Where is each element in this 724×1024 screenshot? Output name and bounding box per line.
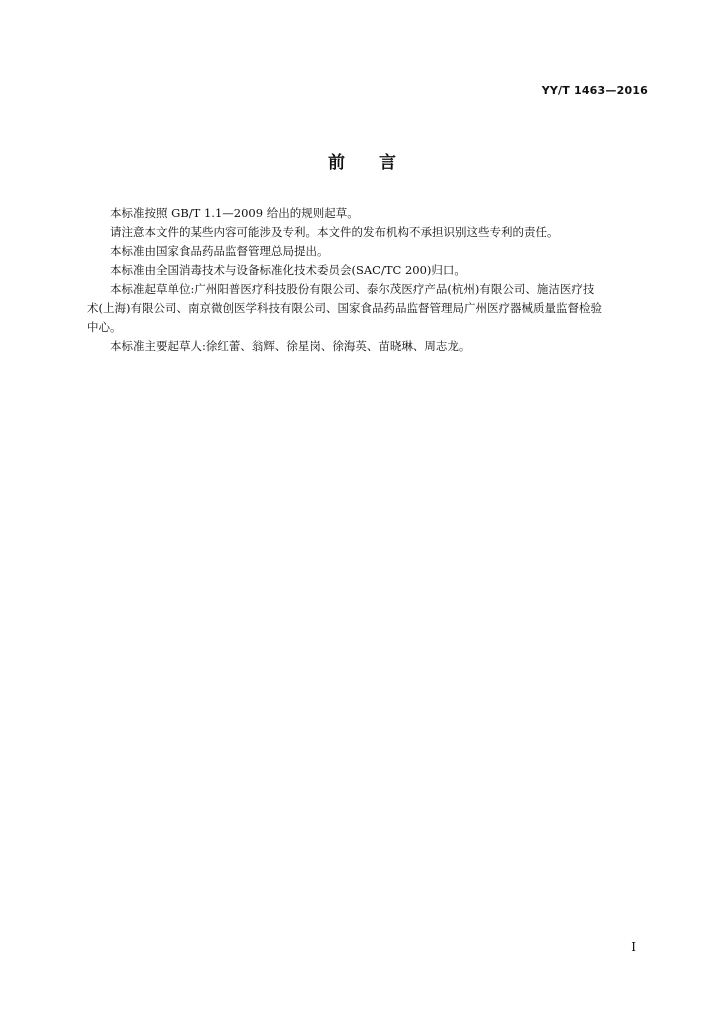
foreword-body [87,204,649,356]
paragraph-proposed-by [87,242,649,261]
title-char-1: 前 [328,153,345,173]
paragraph-drafting-units [87,280,649,337]
section-title [0,148,724,173]
title-char-2: 言 [379,153,396,173]
paragraph-technical-committee [87,261,649,280]
paragraph-line: 本标准由国家食品药品监督管理总局提出。 [110,244,329,258]
page-number: I [631,940,636,954]
paragraph-patent-notice [87,223,649,242]
paragraph-line: 本标准由全国消毒技术与设备标准化技术委员会(SAC/TC 200)归口。 [110,263,466,277]
paragraph-line: 术(上海)有限公司、南京微创医学科技有限公司、国家食品药品监督管理局广州医疗器械质量监督检验 [87,301,602,315]
standard-code: YY/T 1463—2016 [541,84,648,97]
paragraph-line: 本标准起草单位:广州阳普医疗科技股份有限公司、泰尔茂医疗产品(杭州)有限公司、施洁医疗技 [110,282,595,296]
paragraph-line: 请注意本文件的某些内容可能涉及专利。本文件的发布机构不承担识别这些专利的责任。 [110,225,559,239]
paragraph-line: 中心。 [87,320,122,334]
paragraph-drafting-rules [87,204,649,223]
paragraph-line: 本标准主要起草人:徐红蕾、翁辉、徐星岗、徐海英、苗晓琳、周志龙。 [110,339,471,353]
paragraph-main-drafters [87,337,649,356]
paragraph-line: 本标准按照 GB/T 1.1—2009 给出的规则起草。 [110,206,359,220]
